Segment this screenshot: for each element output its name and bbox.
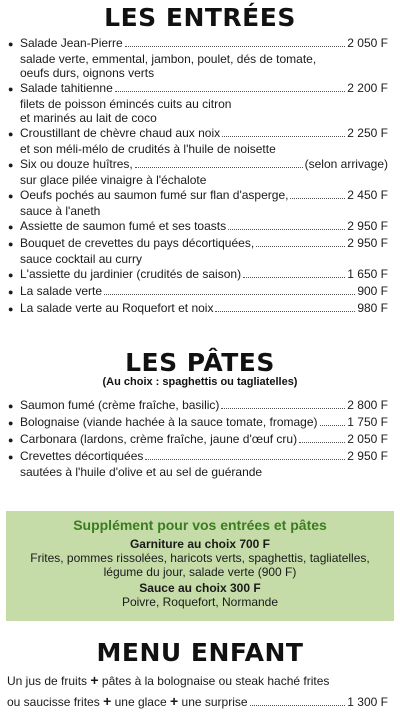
pates-list — [0, 398, 400, 479]
menu-item — [8, 188, 388, 218]
menu-item-description: oeufs durs, oignons verts — [20, 66, 155, 80]
menu-item-row — [8, 157, 388, 173]
menu-item-description: et son méli-mélo de crudités à l'huile de noisette — [20, 142, 276, 156]
menu-item-price: 1 750 F — [347, 415, 388, 429]
menu-item-row — [8, 301, 388, 317]
enfant-section — [0, 638, 400, 710]
menu-item — [8, 301, 388, 317]
bullet-icon: ● — [8, 39, 14, 49]
dot-leader — [115, 91, 346, 92]
menu-item-row — [8, 236, 388, 252]
bullet-icon: ● — [8, 84, 14, 94]
dot-leader — [222, 136, 345, 137]
menu-item-row — [8, 188, 388, 204]
menu-item-name: Assiette de saumon fumé et ses toasts — [20, 219, 227, 233]
menu-item-name: Salade tahitienne — [20, 81, 113, 95]
bullet-icon: ● — [8, 452, 14, 462]
enfant-line-1 — [0, 673, 400, 689]
entrees-title: LES ENTRÉES — [104, 3, 296, 32]
menu-item-description: sautées à l'huile d'olive et au sel de guérande — [20, 465, 263, 479]
dot-leader — [104, 294, 355, 295]
menu-item-row — [8, 398, 388, 414]
menu-item-price: 2 050 F — [347, 432, 388, 446]
menu-item — [8, 432, 388, 448]
menu-item-price: 980 F — [357, 301, 388, 315]
entrees-section — [0, 3, 400, 318]
plus-icon: + — [90, 672, 99, 688]
bullet-icon: ● — [8, 191, 14, 201]
dot-leader — [221, 408, 345, 409]
menu-item — [8, 219, 388, 235]
menu-item-description: sur glace pilée vinaigre à l'échalote — [20, 173, 207, 187]
bullet-icon: ● — [8, 435, 14, 445]
menu-item — [8, 157, 388, 187]
entrees-list — [0, 36, 400, 317]
dot-leader — [250, 705, 346, 706]
enfant-line2-c: une surprise — [181, 695, 248, 709]
menu-item-name: La salade verte au Roquefort et noix — [20, 301, 214, 315]
menu-item — [8, 449, 388, 479]
dot-leader — [320, 425, 346, 426]
pates-subtitle: (Au choix : spaghettis ou tagliatelles) — [102, 376, 298, 388]
menu-item — [8, 415, 388, 431]
menu-item-row — [8, 432, 388, 448]
menu-item-price: 900 F — [357, 284, 388, 298]
bullet-icon: ● — [8, 160, 14, 170]
menu-item-name: L'assiette du jardinier (crudités de saison) — [20, 267, 242, 281]
menu-item-price: 2 050 F — [347, 36, 388, 50]
menu-item — [8, 236, 388, 266]
bullet-icon: ● — [8, 287, 14, 297]
pates-section — [0, 348, 400, 480]
menu-item — [8, 398, 388, 414]
menu-item — [8, 36, 388, 80]
plus-icon: + — [169, 693, 179, 709]
bullet-icon: ● — [8, 418, 14, 428]
pates-title: LES PÂTES — [125, 348, 275, 377]
menu-item-name: Saumon fumé (crème fraîche, basilic) — [20, 398, 220, 412]
menu-item-description: sauce à l'aneth — [20, 204, 101, 218]
menu-item-name: Six ou douze huîtres, — [20, 157, 133, 171]
menu-item-name: Bouquet de crevettes du pays décortiquées, — [20, 236, 255, 250]
bullet-icon: ● — [8, 401, 14, 411]
menu-item-row — [8, 415, 388, 431]
menu-item-row — [8, 81, 388, 97]
enfant-line1-a: Un jus de fruits — [7, 674, 88, 688]
garniture-text-2: légume du jour, salade verte (900 F) — [103, 565, 297, 579]
plus-icon: + — [103, 693, 112, 709]
enfant-line-2 — [0, 694, 400, 710]
dot-leader — [290, 198, 345, 199]
menu-item-name: Bolognaise (viande hachée à la sauce tomate, fromage) — [20, 415, 318, 429]
dot-leader — [243, 277, 345, 278]
enfant-line2-a: ou saucisse frites — [7, 695, 100, 709]
menu-item-price: 2 200 F — [347, 81, 388, 95]
menu-item-price: 2 450 F — [347, 188, 388, 202]
menu-item-name: Oeufs pochés au saumon fumé sur flan d'asperge, — [20, 188, 289, 202]
menu-item — [8, 284, 388, 300]
menu-item-description: filets de poisson émincés cuits au citron — [20, 97, 232, 111]
menu-item-price: 2 800 F — [347, 398, 388, 412]
menu-item-row — [8, 219, 388, 235]
menu-item — [8, 81, 388, 125]
enfant-title: MENU ENFANT — [96, 638, 304, 667]
menu-item-description: sauce cocktail au curry — [20, 252, 143, 266]
menu-item-price: 2 950 F — [347, 219, 388, 233]
menu-item-row — [8, 284, 388, 300]
menu-item-row — [8, 126, 388, 142]
menu-item-price: 2 250 F — [347, 126, 388, 140]
menu-item-row — [8, 267, 388, 283]
bullet-icon: ● — [8, 270, 14, 280]
dot-leader — [145, 459, 345, 460]
supplement-box — [6, 511, 394, 621]
menu-item-row — [8, 449, 388, 465]
menu-item — [8, 126, 388, 156]
menu-item-description: salade verte, emmental, jambon, poulet, dés de tomate, — [20, 52, 317, 66]
dot-leader — [215, 311, 355, 312]
bullet-icon: ● — [8, 304, 14, 314]
dot-leader — [135, 167, 303, 168]
enfant-line2-b: une glace — [114, 695, 167, 709]
menu-item-row — [8, 36, 388, 52]
bullet-icon: ● — [8, 239, 14, 249]
menu-item-name: Salade Jean-Pierre — [20, 36, 123, 50]
sauce-text: Poivre, Roquefort, Normande — [121, 595, 279, 609]
dot-leader — [125, 46, 346, 47]
menu-item-name: La salade verte — [20, 284, 103, 298]
menu-item-price: 2 950 F — [347, 236, 388, 250]
enfant-line1-b: pâtes à la bolognaise ou steak haché frites — [101, 674, 330, 688]
enfant-line2-text — [7, 694, 248, 710]
garniture-title: Garniture au choix 700 F — [129, 537, 271, 551]
sauce-title: Sauce au choix 300 F — [139, 581, 261, 595]
bullet-icon: ● — [8, 222, 14, 232]
menu-item-price: 1 650 F — [347, 267, 388, 281]
supplement-title: Supplément pour vos entrées et pâtes — [73, 517, 327, 533]
menu-item-name: Croustillant de chèvre chaud aux noix — [20, 126, 221, 140]
menu-item-price: (selon arrivage) — [304, 157, 388, 171]
menu-item-name: Crevettes décortiquées — [20, 449, 144, 463]
menu-item — [8, 267, 388, 283]
bullet-icon: ● — [8, 129, 14, 139]
menu-item-description: et marinés au lait de coco — [20, 111, 157, 125]
menu-item-name: Carbonara (lardons, crème fraîche, jaune d'œuf cru) — [20, 432, 298, 446]
garniture-text-1: Frites, pommes rissolées, haricots verts, spaghettis, tagliatelles, — [30, 551, 370, 565]
dot-leader — [256, 246, 345, 247]
dot-leader — [228, 229, 345, 230]
enfant-price: 1 300 F — [347, 695, 388, 709]
menu-item-price: 2 950 F — [347, 449, 388, 463]
dot-leader — [299, 442, 345, 443]
